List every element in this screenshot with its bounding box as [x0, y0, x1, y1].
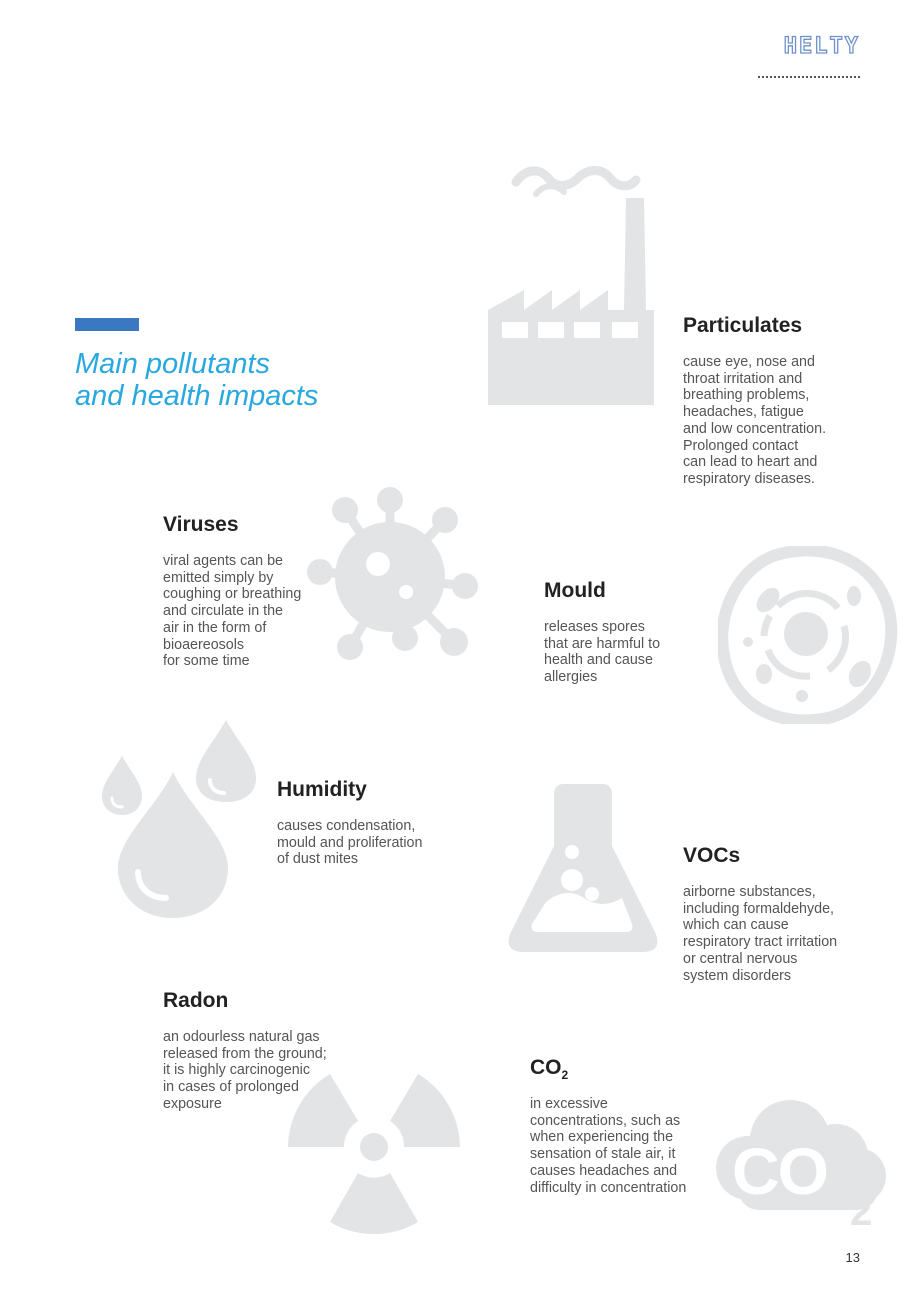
radon-line-1: an odourless natural gas: [163, 1029, 320, 1045]
page-title-line-2: and health impacts: [75, 380, 319, 412]
viruses-line-2: emitted simply by: [163, 569, 274, 586]
mould-description: [544, 619, 694, 686]
particulates-line-5: and low concentration.: [683, 420, 827, 437]
radon-line-4: in cases of prolonged: [163, 1079, 299, 1096]
particulates-line-4: headaches, fatigue: [683, 404, 804, 421]
page-number: 13: [845, 1250, 860, 1265]
page-title-line-1: Main pollutants: [75, 348, 271, 380]
viruses-line-1: viral agents can be: [163, 553, 284, 569]
pollutant-particulates: [683, 314, 903, 488]
particulates-description: [683, 354, 903, 488]
flask-icon: [506, 782, 660, 954]
co2-line-4: sensation of stale air, it: [530, 1146, 676, 1163]
brand-dotted-rule: [758, 76, 860, 78]
vocs-description: [683, 884, 903, 984]
radon-heading: Radon: [163, 989, 229, 1012]
radon-line-3: it is highly carcinogenic: [163, 1062, 311, 1079]
humidity-line-3: of dust mites: [277, 851, 359, 868]
co2-line-3: when experiencing the: [530, 1129, 674, 1146]
viruses-description: [163, 553, 333, 670]
particulates-heading: Particulates: [683, 314, 803, 337]
mould-heading: Mould: [544, 579, 606, 602]
particulates-line-6: Prolonged contact: [683, 437, 799, 454]
vocs-heading: VOCs: [683, 844, 741, 867]
radon-line-5: exposure: [163, 1095, 222, 1112]
co2-line-1: in excessive: [530, 1096, 608, 1112]
pollutant-mould: [544, 579, 694, 686]
pollutant-humidity: [277, 778, 467, 868]
particulates-line-2: throat irritation and: [683, 370, 803, 387]
mould-line-1: releases spores: [544, 619, 645, 635]
pollutant-co2: [530, 1056, 720, 1196]
pollutant-viruses: [163, 513, 333, 670]
co2-cloud-text: [732, 1136, 827, 1206]
co2-heading: [530, 1056, 720, 1080]
co2-line-5: causes headaches and: [530, 1162, 678, 1179]
humidity-line-1: causes condensation,: [277, 818, 416, 834]
mould-line-4: allergies: [544, 669, 598, 686]
vocs-line-2: including formaldehyde,: [683, 900, 835, 917]
humidity-description: [277, 818, 467, 868]
vocs-line-5: or central nervous: [683, 950, 798, 967]
brand-logo: HELTY: [783, 34, 860, 59]
viruses-line-3: coughing or breathing: [163, 586, 302, 603]
viruses-line-4: and circulate in the: [163, 603, 284, 620]
viruses-heading: Viruses: [163, 513, 239, 536]
particulates-line-1: cause eye, nose and: [683, 354, 815, 370]
co2-line-2: concentrations, such as: [530, 1112, 681, 1129]
page-title: [75, 348, 405, 412]
co2-heading-sub: 2: [561, 1068, 569, 1082]
accent-bar: [75, 318, 139, 331]
viruses-line-7: for some time: [163, 653, 250, 670]
radon-line-2: released from the ground;: [163, 1045, 327, 1062]
co2-line-6: difficulty in concentration: [530, 1179, 687, 1196]
viruses-line-5: air in the form of: [163, 619, 267, 636]
viruses-line-6: bioaereosols: [163, 636, 245, 653]
humidity-heading: Humidity: [277, 778, 367, 801]
co2-description: [530, 1096, 720, 1196]
vocs-line-3: which can cause: [683, 917, 789, 934]
particulates-line-8: respiratory diseases.: [683, 470, 815, 487]
co2-cloud-text-main: CO: [732, 1134, 827, 1208]
vocs-line-1: airborne substances,: [683, 884, 816, 900]
co2-cloud-text-sub: 2: [850, 1190, 873, 1234]
co2-heading-main: CO: [530, 1056, 562, 1079]
radon-description: [163, 1029, 363, 1113]
humidity-line-2: mould and proliferation: [277, 834, 423, 851]
vocs-line-4: respiratory tract irritation: [683, 934, 838, 951]
pollutant-vocs: [683, 844, 903, 984]
particulates-line-3: breathing problems,: [683, 387, 810, 404]
water-drops-icon: [98, 718, 260, 920]
vocs-line-6: system disorders: [683, 967, 792, 984]
mould-line-3: health and cause: [544, 652, 653, 669]
pollutant-radon: [163, 989, 363, 1113]
mould-line-2: that are harmful to: [544, 635, 661, 652]
factory-icon: [486, 160, 658, 408]
particulates-line-7: can lead to heart and: [683, 454, 818, 471]
mould-cell-icon: [718, 546, 898, 724]
co2-cloud-icon: [708, 1098, 890, 1238]
